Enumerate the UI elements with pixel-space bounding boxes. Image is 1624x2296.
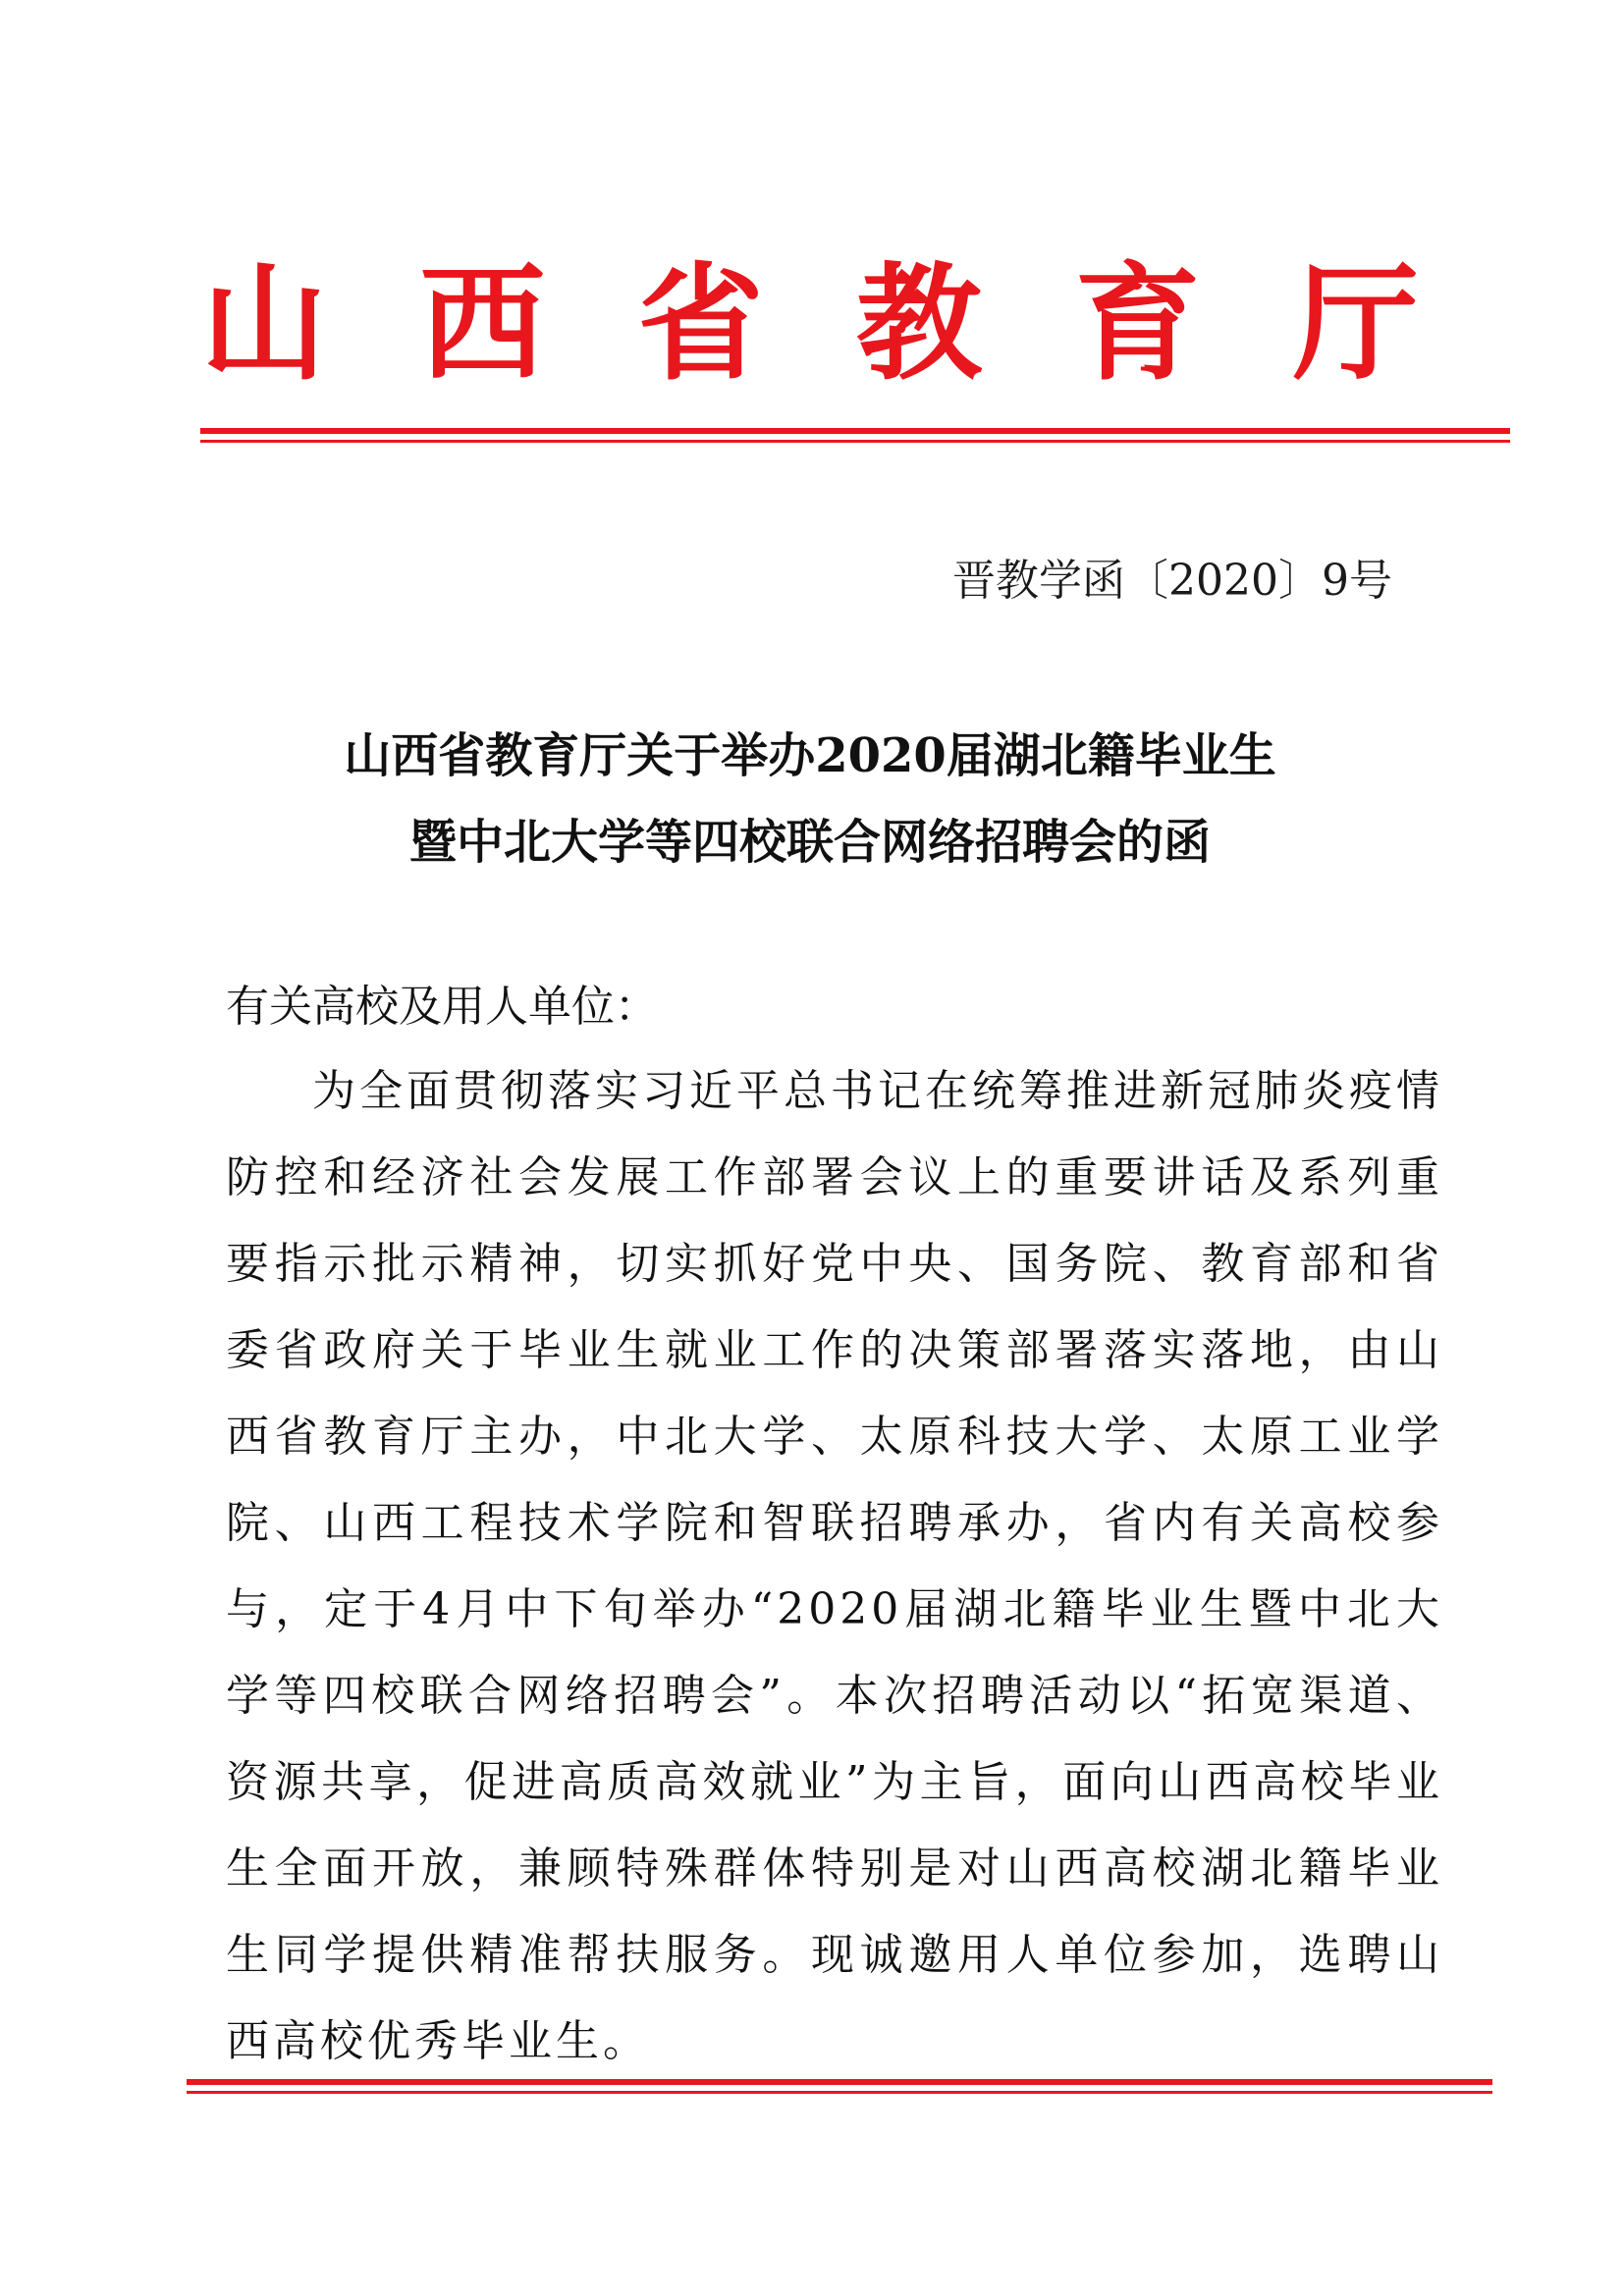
header-rule-thin: [200, 440, 1510, 443]
document-number: 晋教学函〔2020〕9号: [952, 556, 1392, 606]
issuer-header-title: [201, 250, 1419, 398]
header-rule-thick: [200, 428, 1510, 434]
header-char-4: 教: [856, 250, 983, 398]
footer-rule-thin: [187, 2091, 1492, 2094]
footer-rule-thick: [187, 2079, 1492, 2085]
document-title-line-1: 山西省教育厅关于举办2020届湖北籍毕业生: [344, 728, 1276, 783]
header-char-5: 育: [1074, 250, 1201, 398]
document-title-line-2: 暨中北大学等四校联合网络招聘会的函: [408, 815, 1211, 870]
salutation: 有关高校及用人单位：: [226, 982, 658, 1032]
header-char-3: 省: [637, 250, 764, 398]
header-char-2: 西: [419, 250, 546, 398]
header-char-6: 厅: [1292, 250, 1419, 398]
header-char-1: 山: [201, 250, 328, 398]
body-paragraph: 为全面贯彻落实习近平总书记在统筹推进新冠肺炎疫情防控和经济社会发展工作部署会议上的重要讲话及系列重要指示批示精神，切实抓好党中央、国务院、教育部和省委省政府关于毕业生就业工作的决策部署落实落地，由山西省教育厅主办，中北大学、太原科技大学、太原工业学院、山西工程技术学院和智联招聘承办，省内有关高校参与，定于4月中下旬举办“2020届湖北籍毕业生暨中北大学等四校联合网络招聘会”。本次招聘活动以“拓宽渠道、资源共享，促进高质高效就业”为主旨，面向山西高校毕业生全面开放，兼顾特殊群体特别是对山西高校湖北籍毕业生同学提供精准帮扶服务。现诚邀用人单位参加，选聘山西高校优秀毕业生。: [226, 1066, 1443, 2066]
